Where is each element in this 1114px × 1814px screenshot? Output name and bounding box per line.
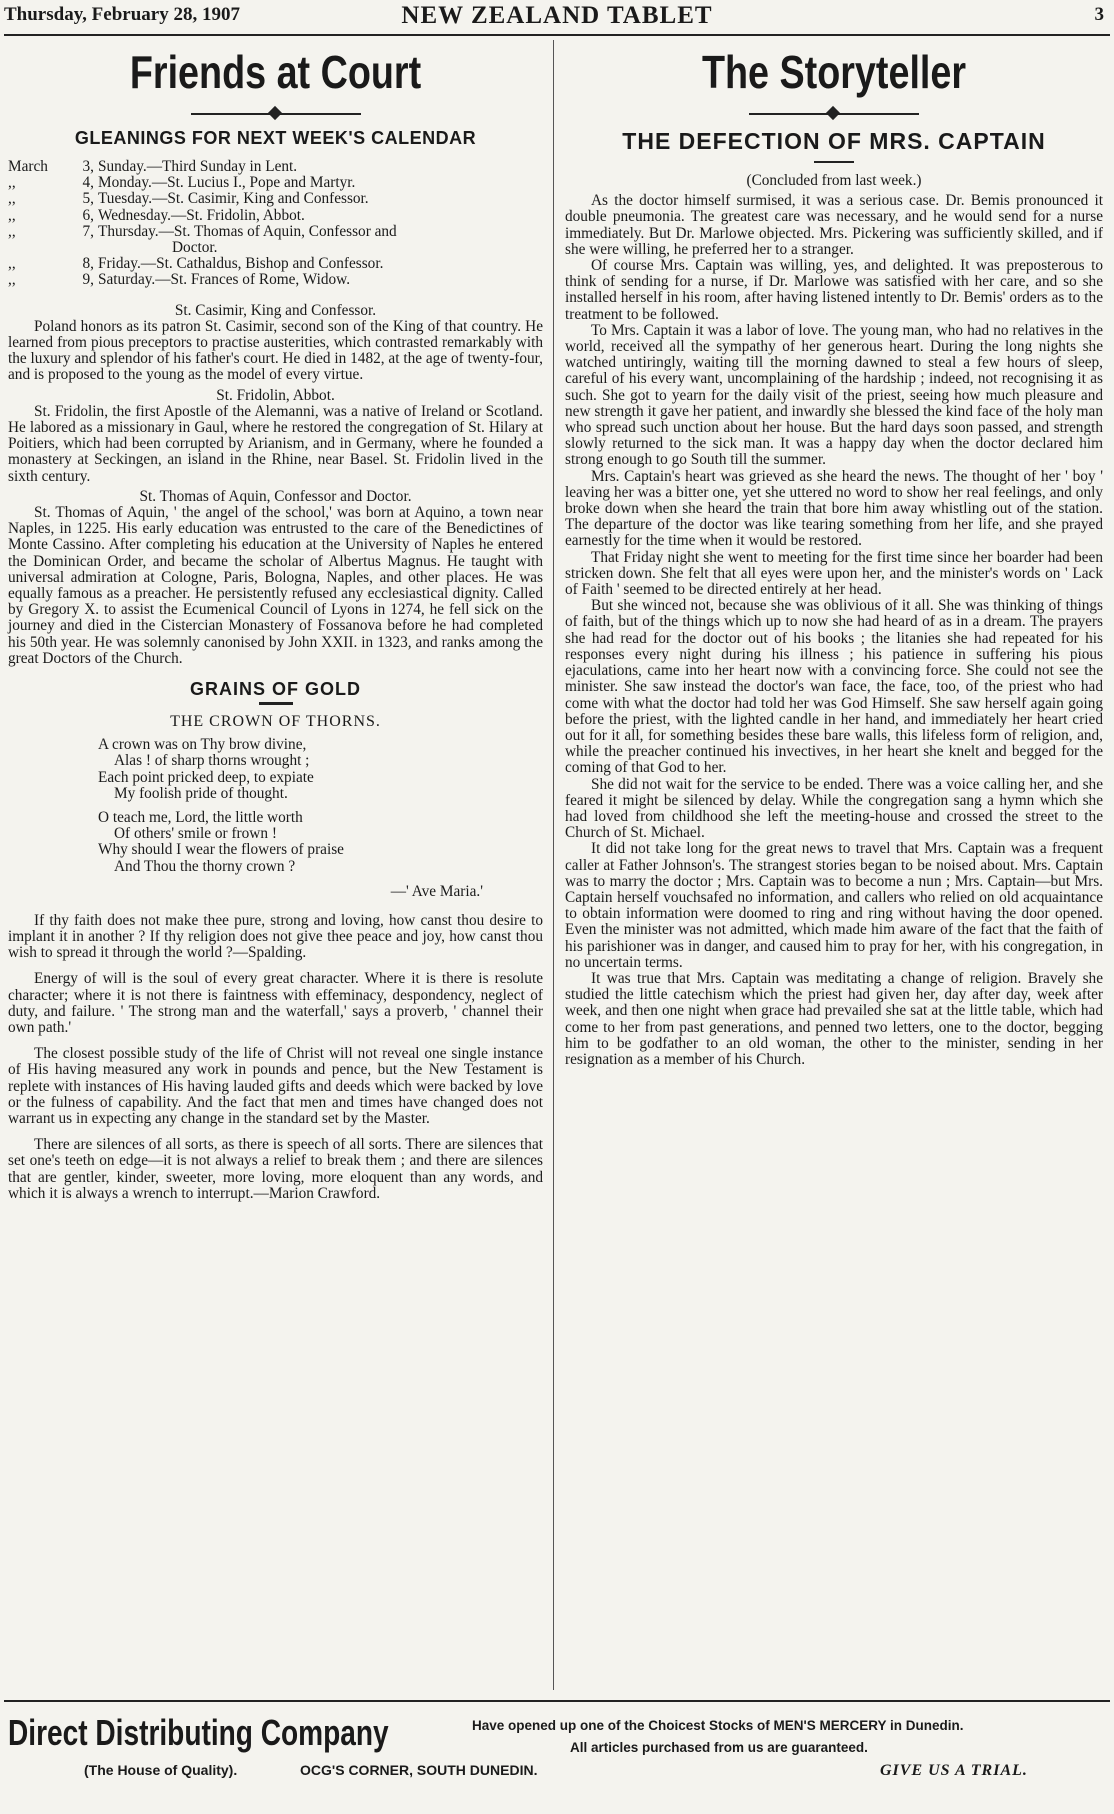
energy-paragraph: Energy of will is the soul of every great character. Where it is there is resolute character; where it is not there is faintness with effeminacy, despondency, neglect of duty, and failure. ' The strong man and the waterfall,' says a proverb, ' channel their own path.' — [8, 970, 543, 1036]
story-paragraph: She did not wait for the service to be ended. There was a voice calling her, and she feared it might be silenced by delay. While the congregation sang a hymn which she had loved from childhood she left the meeting-house and crossed the street to the Church of St. Michael. — [565, 775, 1103, 842]
story-paragraph: Mrs. Captain's heart was grieved as she heard the news. The thought of her ' boy ' leaving her was a bitter one, yet she uttered no word to show her real feelings, and only broke down when she heard the train that bore him away whistling out of the station. The departure of the doctor was like tearing something from her life, and she prayed earnestly for the time when it would be restored. — [565, 467, 1103, 550]
story-paragraph: Of course Mrs. Captain was willing, yes, and delighted. It was preposterous to think of sending for a nurse, if Dr. Marlowe was satisfied with her care, and so she installed herself in his room, after having listened intently to Dr. Bemis' orders as to the treatment to be followed. — [565, 257, 1103, 323]
poem-title: THE CROWN OF THORNS. — [170, 713, 381, 731]
company-address: OCG'S CORNER, SOUTH DUNEDIN. — [300, 1762, 538, 1778]
fridolin-body: St. Fridolin, the first Apostle of the Alemanni, was a native of Ireland or Scotland. He labored as a missionary in Gaul, where he restored the congregation of St. Hilary at Poitiers, which had been corrupted by Arianism, and in Germany, where he founded a monastery at Seckingen, an island in the Rhine, near Basel. St. Fridolin lived in the sixth century. — [8, 402, 543, 485]
story-paragraph: That Friday night she went to meeting for the first time since her boarder had been stricken down. She felt that all eyes were upon her, and the minister's words on ' Lack of Faith ' seemed to be directed entirely at her head. — [565, 548, 1103, 599]
title-ornament — [191, 106, 361, 122]
storyteller-title: The Storyteller — [701, 46, 967, 98]
poem-line: Each point pricked deep, to expiate — [98, 768, 314, 786]
calendar-entry: ,, 7, Thursday.—St. Thomas of Aquin, Confessor and — [8, 222, 397, 240]
friends-at-court-title: Friends at Court — [129, 46, 422, 98]
footer-rule — [4, 1700, 1110, 1702]
story-paragraph: It was true that Mrs. Captain was meditating a change of religion. Bravely she studied the little catechism which the priest had given her, day after day, week after week, and then one night when grace had prevailed she sat at the little table, which had come to her from past generations, and penned two letters, one to the doctor, begging him to be godfather to an old woman, the other to the minister, sending in her resignation as a member of his Church. — [565, 969, 1103, 1068]
story-paragraph: As the doctor himself surmised, it was a serious case. Dr. Bemis pronounced it double pneumonia. The greatest care was necessary, and he would send for a nurse immediately. But Dr. Marlowe objected. Mrs. Pickering was sufficiently skilled, and if she were willing, he preferred her to a stranger. — [565, 192, 1103, 258]
right-column — [565, 40, 1103, 1068]
fridolin-heading: St. Fridolin, Abbot. — [216, 386, 335, 404]
ad-line-1: Have opened up one of the Choicest Stocks of MEN'S MERCERY in Dunedin. — [472, 1718, 964, 1733]
calendar-heading: GLEANINGS FOR NEXT WEEK'S CALENDAR — [74, 128, 477, 148]
concluded-note: (Concluded from last week.) — [746, 172, 922, 189]
poem-line: A crown was on Thy brow divine, — [98, 736, 307, 754]
masthead — [0, 0, 1114, 34]
company-name: Direct Distributing Company — [8, 1712, 389, 1753]
column-divider — [553, 40, 554, 1690]
calendar-entry: ,, 5, Tuesday.—St. Casimir, King and Confessor. — [8, 190, 369, 208]
calendar-entry: March 3, Sunday.—Third Sunday in Lent. — [8, 158, 298, 175]
ad-call-to-action: GIVE US A TRIAL. — [880, 1762, 1028, 1779]
calendar-list — [8, 159, 543, 289]
calendar-entry: ,, 6, Wednesday.—St. Fridolin, Abbot. — [8, 206, 305, 224]
title-ornament — [749, 106, 919, 122]
poem-line: Of others' smile or frown ! — [114, 825, 277, 843]
casimir-body: Poland honors as its patron St. Casimir, second son of the King of that country. He learned from pious preceptors to practise austerities, which contrasted remarkably with the luxury and splendor of his father's court. He died in 1482, at the age of twenty-four, and is proposed to the young as the model of every virtue. — [8, 317, 543, 384]
calendar-entry: ,, 9, Saturday.—St. Frances of Rome, Widow. — [8, 271, 351, 289]
poem-stanza-1 — [8, 737, 543, 802]
page-number: 3 — [1094, 4, 1104, 25]
ad-line-2: All articles purchased from us are guaranteed. — [570, 1740, 868, 1755]
thomas-heading: St. Thomas of Aquin, Confessor and Doctor. — [139, 487, 412, 505]
story-title: THE DEFECTION OF MRS. CAPTAIN — [622, 128, 1046, 154]
poem-line: Alas ! of sharp thorns wrought ; — [114, 752, 310, 770]
issue-date: Thursday, February 28, 1907 — [4, 4, 240, 25]
masthead-rule — [4, 34, 1110, 36]
silences-paragraph: There are silences of all sorts, as there is speech of all sorts. There are silences that set one's teeth on edge—it is not always a relief to break them ; and there are silences that are gentler, kinder, sweeter, more loving, more eloquent than any words, and which it is always a wrench to interrupt.—Marion Crawford. — [8, 1136, 543, 1202]
poem-line: My foolish pride of thought. — [114, 784, 288, 802]
grains-of-gold-heading: GRAINS OF GOLD — [190, 679, 361, 700]
company-tagline: (The House of Quality). — [84, 1762, 238, 1778]
story-paragraph: To Mrs. Captain it was a labor of love. The young man, who had no relatives in the world, received all the sympathy of her generous heart. During the long nights she watched untiringly, waiting till the morning dawned to steal a few hours of sleep, careful of his every want, uncomplaining of the hardship ; indeed, not recognising it as such. She got to yearn for the daily visit of the priest, seeing how much pleasure and new strength it gave her patient, and inwardly she blessed the kind face of the holy man who spread such unction about her house. But the hard days soon passed, and strength slowly returned to the sick man. It was a happy day when the doctor declared him strong enough to go South till the summer. — [565, 321, 1103, 469]
newspaper-title: NEW ZEALAND TABLET — [401, 2, 713, 29]
story-title-rule — [814, 161, 854, 163]
story-paragraph: It did not take long for the great news to travel that Mrs. Captain was a frequent caller at Father Johnson's. The strangest stories began to be noised about. Mrs. Captain was to marry the doctor ; Mrs. Captain was to become a nun ; Mrs. Captain—but Mrs. Captain herself vouchsafed no information, and callers who relied on old acquaintance to obtain information were doomed to ring and ring without having the door opened. Even the minister was not admitted, which made him aware of the fact that the faith of his parishioner was in danger, and caused him to pray for her, with his congregation, in no uncertain terms. — [565, 840, 1103, 971]
left-column — [8, 40, 543, 1202]
calendar-entry: ,, 8, Friday.—St. Cathaldus, Bishop and Confessor. — [8, 255, 384, 273]
poem-line: Why should I wear the flowers of praise — [98, 841, 344, 859]
poem-line: O teach me, Lord, the little worth — [98, 808, 303, 826]
poem-stanza-2 — [8, 810, 543, 875]
study-paragraph: The closest possible study of the life of Christ will not reveal one single instance of His having measured any work in pounds and pence, but the New Testament is replete with instances of His having lauded gifts and deeds which were backed by love or the fulness of capability. And the fact that men and times have changed does not warrant us in expecting any change in the standard set by the Master. — [8, 1045, 543, 1127]
story-paragraph: But she winced not, because she was oblivious of it all. She was thinking of things of faith, but of the things which up to now she had heard of as in a dream. The prayers she had read for the doctor out of his books ; the litanies she had repeated for his responses every night during his illness ; his patience in suffering his pious ejaculations, came into her heart now with a convincing force. She could not see the minister. She saw instead the doctor's wan face, the face, too, of the priest who had come with what the doctor had told her was God Himself. She saw herself again going before the priest, with the lighted candle in her hand, and immediately her heart cried out for it all, for something besides these bare walls, this lifeless form of religion, and, while the preacher continued his invectives, in her heart she knelt and begged for the coming of that God to her. — [565, 597, 1103, 777]
calendar-entry: ,, 4, Monday.—St. Lucius I., Pope and Martyr. — [8, 174, 356, 192]
faith-paragraph: If thy faith does not make thee pure, strong and loving, how canst thou desire to implant it in another ? If thy religion does not give thee peace and joy, how canst thou wish to spread it through the world ?—Spalding. — [8, 911, 543, 962]
thomas-body: St. Thomas of Aquin, ' the angel of the school,' was born at Aquino, a town near Naples, in 1225. His early education was entrusted to the care of the Benedictines of Monte Cassino. After completing his education at the University of Naples he entered the Dominican Order, and became the scholar of Albertus Magnus. He taught with universal admiration at Cologne, Paris, Bologna, Naples, and other places. He was equally famous as a preacher. He persistently refused any ecclesiastical dignity. Called by Gregory X. to assist the Ecumenical Council of Lyons in 1274, he fell sick on the journey and died in the Cistercian Monastery of Fossanova before he had completed his 50th year. He was solemnly canonised by John XXII. in 1323, and ranks among the great Doctors of the Church. — [8, 504, 543, 667]
poem-line: And Thou the thorny crown ? — [114, 857, 296, 875]
poem-attribution: —' Ave Maria.' — [390, 882, 483, 900]
casimir-heading: St. Casimir, King and Confessor. — [174, 301, 377, 319]
advertisement-footer — [0, 1700, 1114, 1814]
grains-rule — [259, 702, 293, 705]
calendar-entry-continuation: Doctor. — [172, 239, 218, 257]
